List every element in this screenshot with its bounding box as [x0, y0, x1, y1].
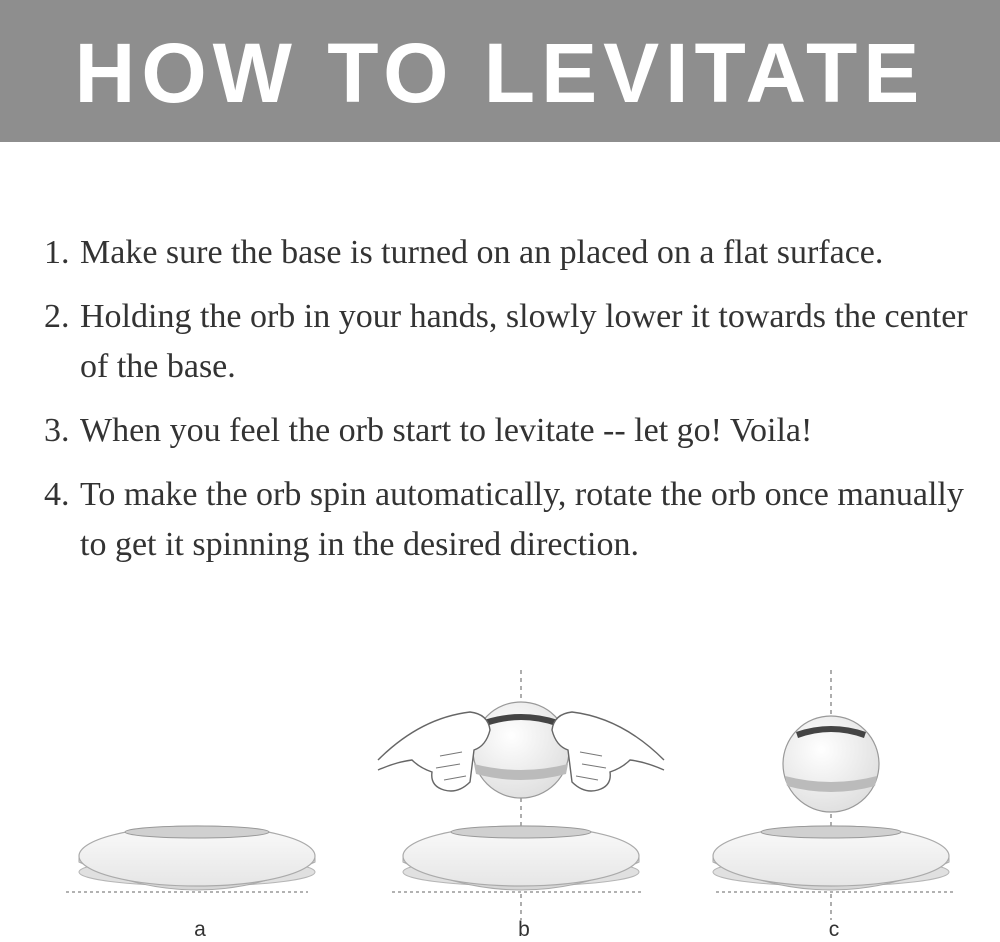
figure-label-b: b: [518, 918, 530, 941]
step-1: [44, 228, 984, 278]
header-banner: [0, 0, 1000, 142]
figure-b-hands-icon: [378, 670, 664, 920]
illustration-panel: [0, 600, 1000, 942]
figure-a-base-icon: [66, 826, 315, 892]
figure-label-a: a: [194, 918, 206, 941]
step-2: [44, 292, 984, 392]
instruction-list: [44, 228, 984, 584]
step-number: 1.: [44, 234, 70, 271]
step-text: To make the orb spin automatically, rotate the orb once manually to get it spinning in the desired direction.: [80, 476, 964, 563]
step-number: 2.: [44, 298, 70, 335]
step-text: Holding the orb in your hands, slowly lower it towards the center of the base.: [80, 298, 968, 385]
step-number: 3.: [44, 412, 70, 449]
step-text: Make sure the base is turned on an placed on a flat surface.: [80, 234, 884, 271]
page-title: HOW TO LEVITATE: [74, 26, 926, 120]
illustration-svg: [0, 600, 1000, 942]
figure-label-c: c: [828, 918, 840, 941]
step-4: [44, 470, 984, 570]
step-number: 4.: [44, 476, 70, 513]
step-3: [44, 406, 984, 456]
step-text: When you feel the orb start to levitate -- let go! Voila!: [80, 412, 813, 449]
figure-c-levitating-icon: [713, 670, 956, 920]
